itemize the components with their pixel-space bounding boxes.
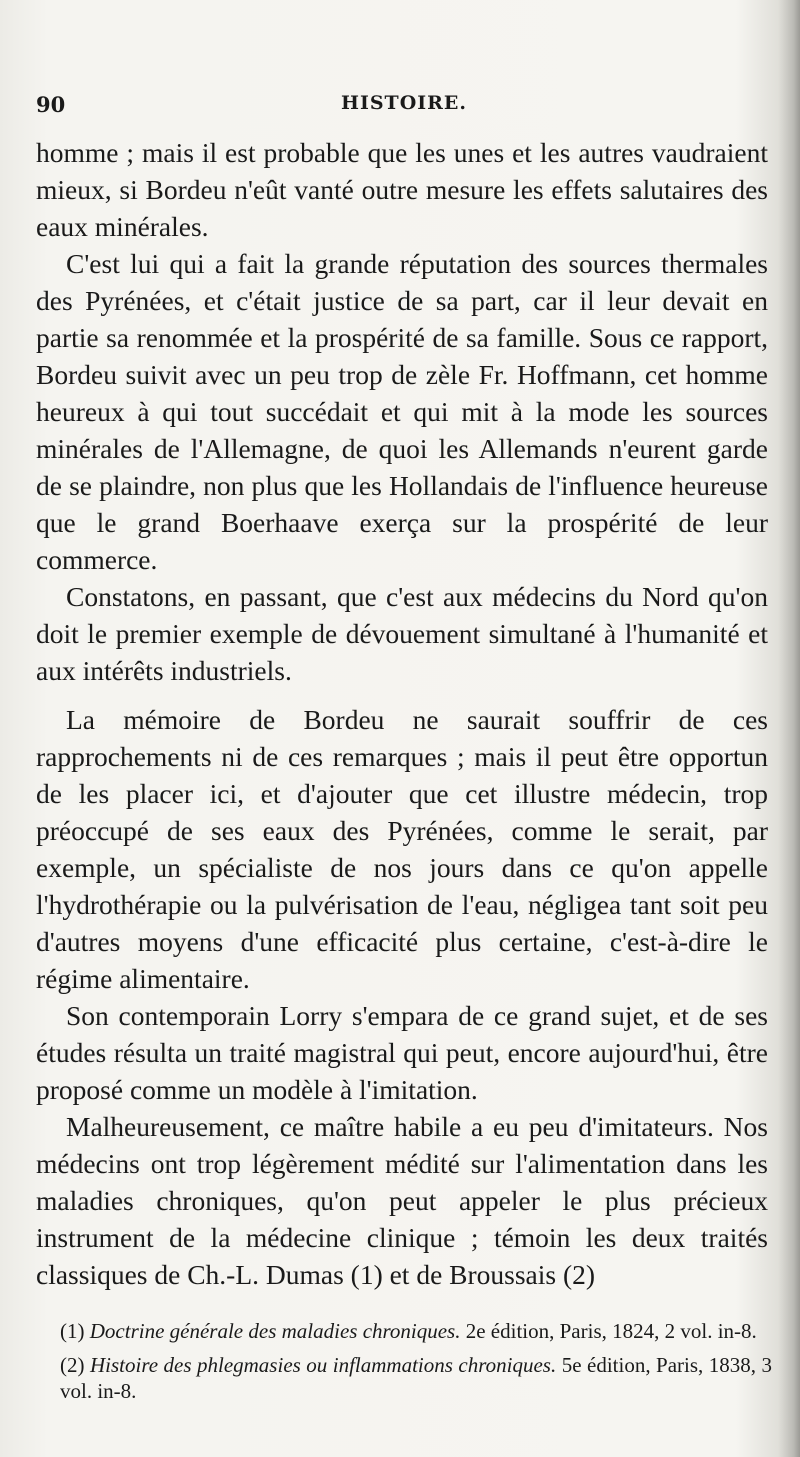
footnote-2 [60,1352,772,1404]
footnote-title: Histoire des phlegmasies ou inflammations chroniques. [89,1353,557,1377]
paragraph-2: C'est lui qui a fait la grande réputation des sources thermales des Pyrénées, et c'était justice de sa part, car il leur devait en partie sa renommée et la prospérité de sa famille. Sous ce rapport, Bordeu suivit avec un peu trop de zèle Fr. Hoffmann, cet homme heureux à qui tout succédait et qui mit à la mode les sources minérales de l'Allemagne, de quoi les Allemands n'eurent garde de se plaindre, non plus que les Hollandais de l'influence heureuse que le grand Boerhaave exerça sur la prospérité de leur commerce. [36,248,768,575]
footnote-details: 5e édition, Paris, 1838, 3 vol. in-8. [60,1353,773,1403]
footnotes [60,1318,772,1412]
paragraph-5: Son contemporain Lorry s'empara de ce grand sujet, et de ses études résulta un traité magistral qui peut, encore aujourd'hui, être proposé comme un modèle à l'imitation. [36,1000,768,1105]
paragraph-6: Malheureusement, ce maître habile a eu peu d'imitateurs. Nos médecins ont trop légèrement médité sur l'alimentation dans les maladies chroniques, qu'on peut appeler le plus précieux instrument de la médecine clinique ; témoin les deux traités classiques de Ch.-L. Dumas (1) et de Broussais (2) [36,1111,768,1290]
section-gap [36,689,768,701]
footnote-marker: (2) [60,1353,85,1377]
page-header [36,92,766,122]
footnote-details: 2e édition, Paris, 1824, 2 vol. in-8. [465,1319,757,1343]
footnote-1 [60,1318,772,1344]
paragraph-3: Constatons, en passant, que c'est aux médecins du Nord qu'on doit le premier exemple de dévouement simultané à l'humanité et aux intérêts industriels. [36,581,768,686]
page-number: 90 [36,92,66,117]
footnote-marker: (1) [60,1319,85,1343]
paragraph-1: homme ; mais il est probable que les unes et les autres vaudraient mieux, si Bordeu n'eût vanté outre mesure les effets salutaires des eaux minérales. [36,137,768,242]
page-edge-shadow [778,0,800,1457]
main-text [36,134,768,1293]
running-title: HISTOIRE. [341,92,468,114]
footnote-title: Doctrine générale des maladies chroniques. [89,1319,461,1343]
paragraph-4: La mémoire de Bordeu ne saurait souffrir de ces rapprochements ni de ces remarques ; mais il peut être opportun de les placer ici, et d'ajouter que cet illustre médecin, trop préoccupé de ses eaux des Pyrénées, comme le serait, par exemple, un spécialiste de nos jours dans ce qu'on appelle l'hydrothérapie ou la pulvérisation de l'eau, négligea tant soit peu d'autres moyens d'une efficacité plus certaine, c'est-à-dire le régime alimentaire. [36,704,768,994]
